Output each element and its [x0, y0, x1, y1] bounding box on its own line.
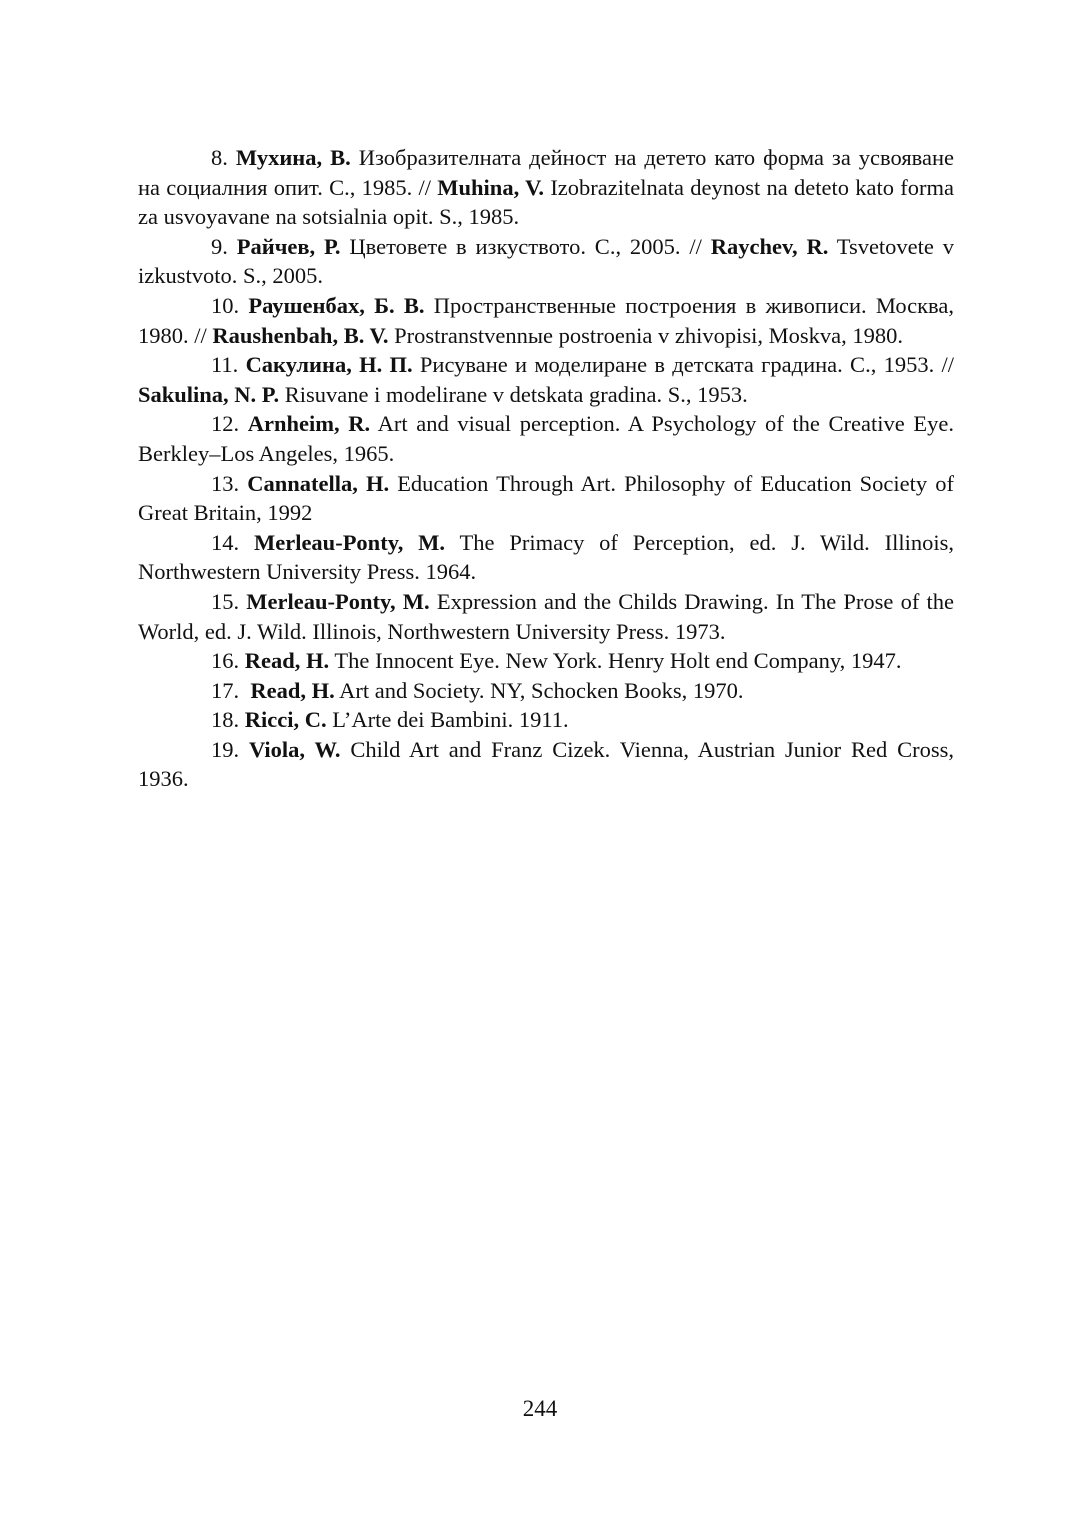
reference-item-13 — [138, 469, 954, 528]
reference-author: Read, H. — [244, 648, 330, 674]
reference-number: 8. — [211, 145, 236, 170]
reference-author-transliterated: Raushenbah, B. V. — [212, 322, 389, 348]
page-number: 244 — [522, 1396, 558, 1421]
reference-item-10 — [138, 291, 954, 350]
reference-text: Art and Society. NY, Schocken Books, 1970. — [334, 677, 744, 703]
reference-author-transliterated: Sakulina, N. P. — [138, 381, 280, 407]
reference-text: L’Arte dei Bambini. 1911. — [326, 707, 569, 733]
reference-author: Merleau-Ponty, M. — [246, 588, 430, 614]
reference-author: Сакулина, Н. П. — [245, 352, 413, 378]
reference-number: 14. — [211, 529, 254, 555]
reference-number: 15. — [211, 588, 247, 614]
reference-item-16 — [138, 646, 954, 676]
reference-text: Изобразителната дейност на детето като форма за усвояване на социалния опит. С., 1985. // — [138, 145, 955, 200]
reference-number: 12. — [211, 411, 248, 437]
reference-text: The Primacy of Perception, ed. J. Wild. Illinois, Northwestern University Press. 1964. — [138, 529, 954, 585]
reference-text: The Innocent Eye. New York. Henry Holt end Company, 1947. — [329, 648, 902, 674]
reference-text-transliterated: Izobrazitelnata deynost na deteto kato forma za usvoyavane na sotsialnia opit. S., 1985. — [138, 174, 954, 230]
reference-author: Merleau-Ponty, M. — [253, 529, 446, 555]
reference-text: Цветовете в изкуството. С., 2005. // — [340, 233, 711, 259]
reference-list — [138, 143, 954, 794]
reference-number: 18. — [211, 707, 245, 733]
reference-text: Expression and the Childs Drawing. In The Prose of the World, ed. J. Wild. Illinois, Northwestern University Press. 1973. — [138, 588, 954, 644]
reference-item-18 — [138, 705, 954, 735]
reference-text-transliterated: Prostranstvennыe postroenia v zhivopisi, Moskva, 1980. — [388, 322, 903, 348]
reference-item-15 — [138, 587, 954, 646]
reference-author: Viola, W. — [248, 736, 341, 762]
reference-item-19 — [138, 735, 954, 794]
reference-author: Райчев, Р. — [236, 233, 341, 259]
reference-author: Мухина, В. — [235, 145, 351, 170]
reference-number: 10. — [211, 292, 249, 318]
reference-number: 13. — [211, 470, 248, 496]
reference-text-transliterated: Tsvetovete v izkustvoto. S., 2005. — [138, 233, 955, 289]
reference-text: Рисуване и моделиране в детската градина. С., 1953. // — [412, 352, 954, 378]
reference-author: Read, H. — [250, 677, 335, 703]
reference-text-transliterated: Risuvane i modelirane v detskata gradina. S., 1953. — [279, 381, 748, 407]
reference-item-11 — [138, 350, 954, 409]
reference-author: Arnheim, R. — [247, 411, 371, 437]
reference-text: Art and visual perception. A Psychology of the Creative Eye. Berkley–Los Angeles, 1965. — [138, 411, 955, 466]
reference-item-12 — [138, 409, 954, 468]
reference-item-9 — [138, 232, 954, 291]
reference-item-8 — [138, 143, 954, 232]
reference-number: 16. — [211, 648, 245, 674]
reference-author-transliterated: Muhina, V. — [437, 174, 545, 200]
reference-text: Child Art and Franz Cizek. Vienna, Austrian Junior Red Cross, 1936. — [138, 736, 954, 792]
reference-item-14 — [138, 528, 954, 587]
reference-author: Ricci, C. — [244, 707, 327, 733]
reference-author: Раушенбах, Б. В. — [248, 292, 425, 318]
reference-number: 9. — [211, 233, 237, 259]
reference-number: 19. — [211, 736, 249, 762]
reference-number: 11. — [211, 352, 246, 378]
reference-text: Education Through Art. Philosophy of Education Society of Great Britain, 1992 — [138, 470, 954, 526]
reference-text: Пространственные построения в живописи. Москва, 1980. // — [138, 292, 954, 348]
reference-author: Cannatella, H. — [247, 470, 390, 496]
reference-item-17 — [138, 676, 954, 706]
reference-number: 17. — [211, 677, 251, 703]
reference-author-transliterated: Raychev, R. — [710, 233, 829, 259]
